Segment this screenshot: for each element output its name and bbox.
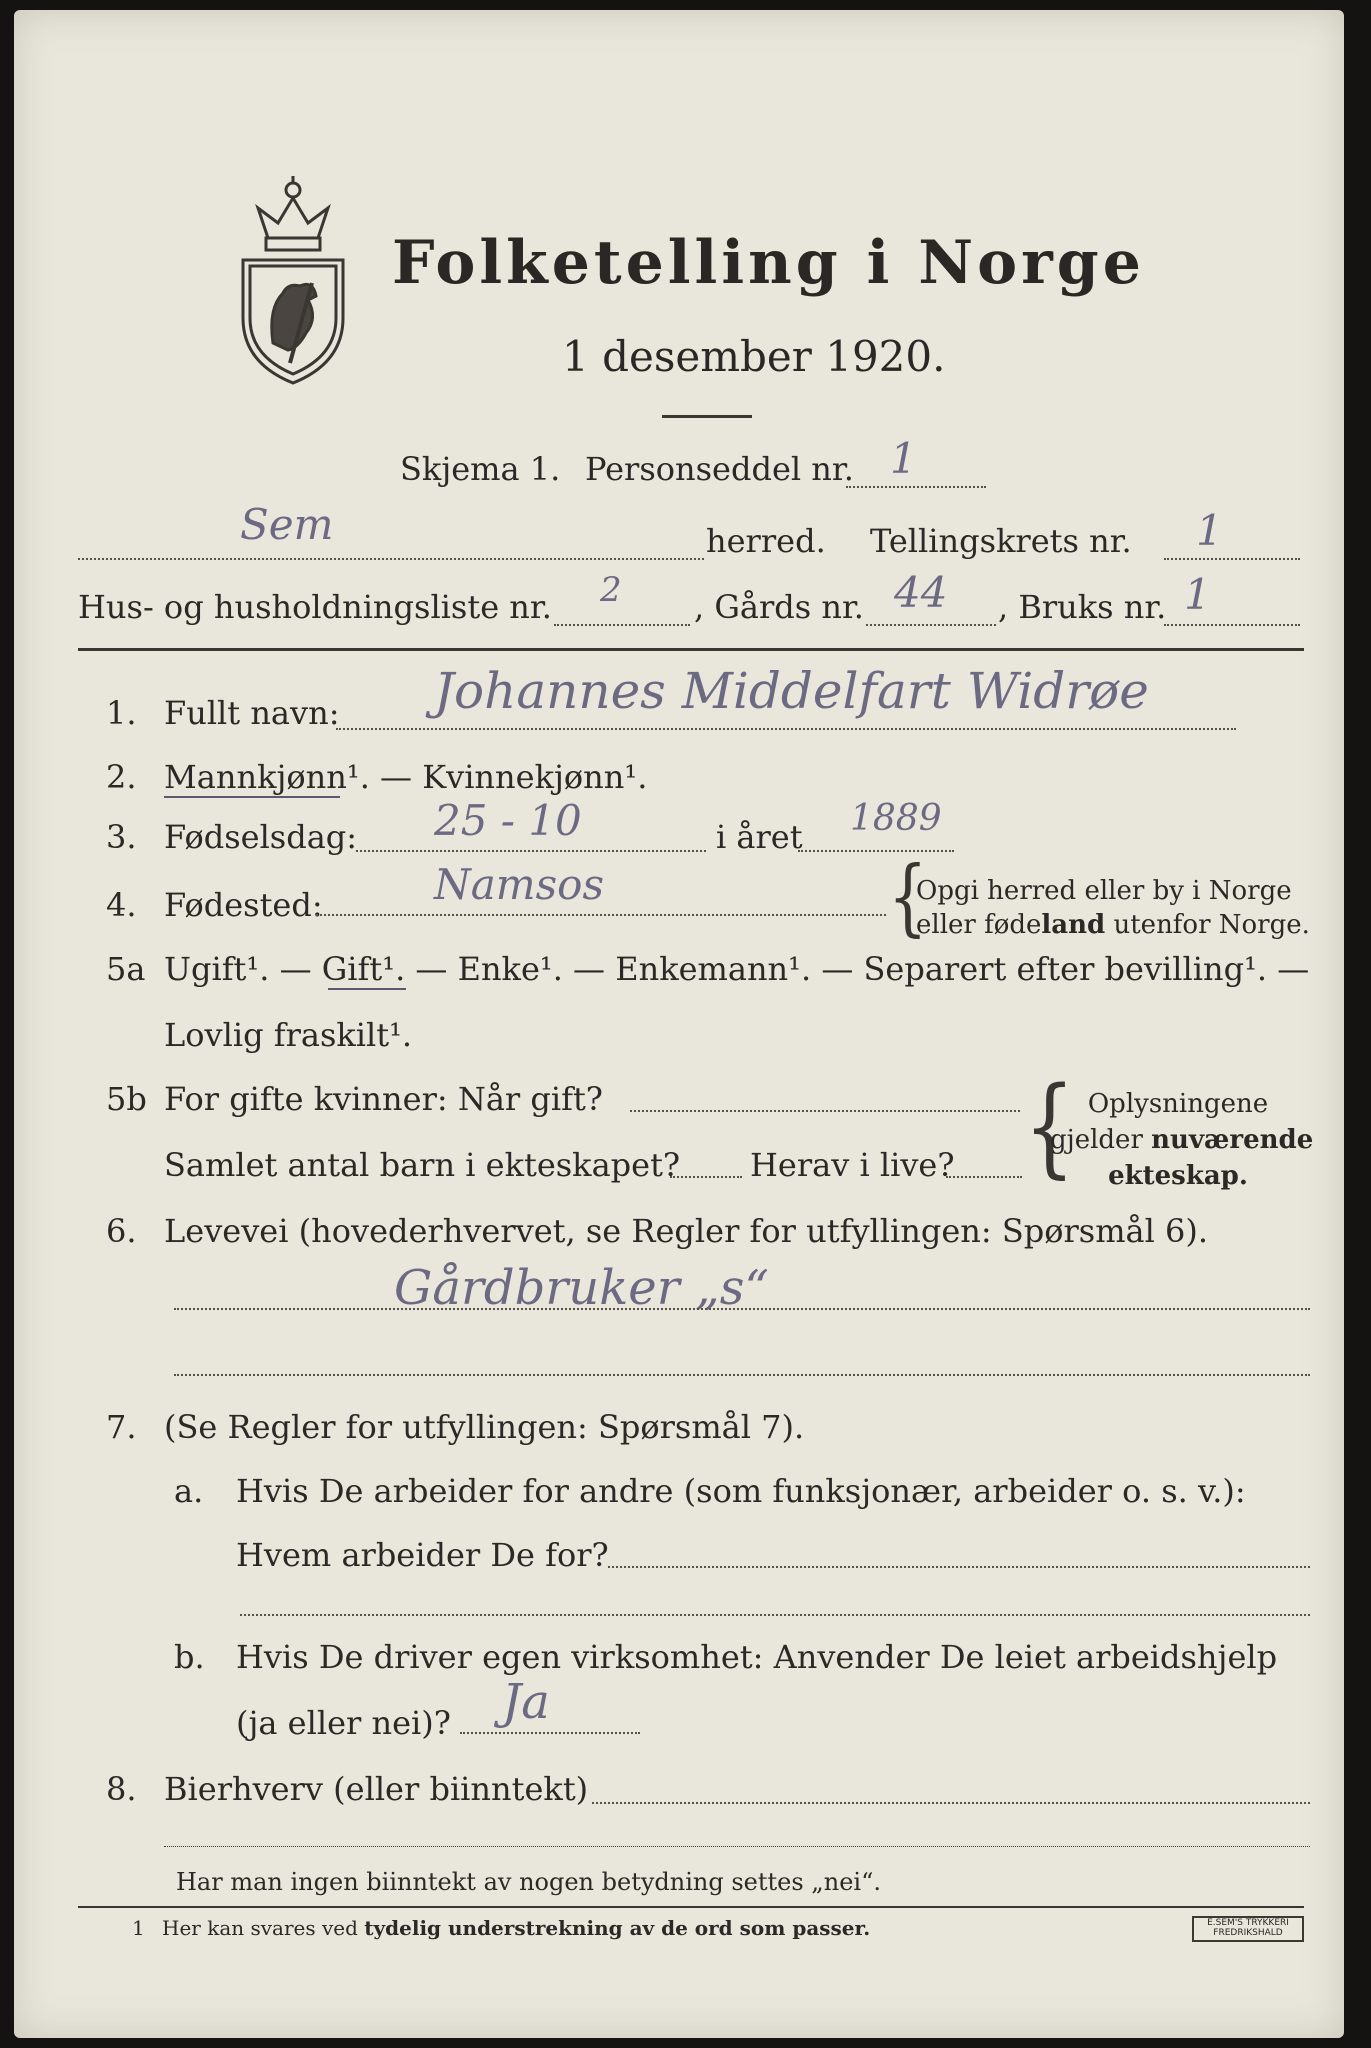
birthdate-value: 25 - 10	[434, 796, 582, 845]
mannkjonn-underline	[164, 796, 340, 798]
tellingskrets-label: Tellingskrets nr.	[870, 522, 1132, 560]
hired-help-value: Ja	[502, 1674, 550, 1730]
children-alive-label: Herav i live?	[750, 1146, 955, 1184]
footnote-number: 1	[132, 1916, 145, 1940]
q7a-letter: a.	[174, 1472, 204, 1510]
title-underline	[662, 415, 752, 418]
herred-value: Sem	[240, 500, 334, 549]
footnote-divider	[78, 1906, 1304, 1908]
q1-number: 1.	[106, 694, 137, 732]
q1-label: Fullt navn:	[164, 694, 340, 732]
footnote-text: Her kan svares ved tydelig understrekning av de ord som passer.	[162, 1916, 871, 1940]
occupation-field-line2[interactable]	[174, 1374, 1310, 1376]
skjema-label: Skjema 1.	[400, 450, 561, 488]
q4-brace: {	[888, 847, 928, 946]
header-divider	[78, 648, 1304, 651]
personseddel-value: 1	[890, 434, 917, 483]
q7a-line2: Hvem arbeider De for?	[236, 1536, 609, 1574]
gift-underline	[328, 988, 406, 990]
coat-of-arms-icon	[228, 168, 358, 388]
marriage-note: Oplysningene gjelder nuværende ekteskap.	[1050, 1089, 1314, 1191]
q4-label: Fødested:	[164, 886, 323, 924]
married-when-field[interactable]	[630, 1110, 1020, 1112]
q6-number: 6.	[106, 1212, 137, 1250]
occupation-value: Gårdbruker „s“	[394, 1260, 769, 1316]
q2-number: 2.	[106, 758, 137, 796]
hired-help-field[interactable]	[460, 1732, 640, 1734]
bruks-value: 1	[1184, 570, 1211, 619]
gards-value: 44	[894, 568, 948, 617]
married-when-label: For gifte kvinner: Når gift?	[164, 1080, 603, 1118]
footnote-main: Har man ingen biinntekt av nogen betydning settes „nei“.	[176, 1868, 881, 1896]
q6-label: Levevei (hovederhvervet, se Regler for utfyllingen: Spørsmål 6).	[164, 1212, 1209, 1250]
q7b-line1: Hvis De driver egen virksomhet: Anvender De leiet arbeidshjelp	[236, 1638, 1278, 1676]
children-alive-field[interactable]	[946, 1176, 1022, 1178]
full-name-field[interactable]	[336, 728, 1236, 730]
q5a-number: 5a	[106, 950, 146, 988]
full-name-value: Johannes Middelfart Widrøe	[434, 662, 1149, 720]
bruks-label: , Bruks nr.	[998, 588, 1167, 626]
personseddel-label: Personseddel nr.	[585, 450, 854, 488]
q7b-letter: b.	[174, 1638, 205, 1676]
side-income-field[interactable]	[592, 1802, 1310, 1804]
occupation-field-line1[interactable]	[174, 1308, 1310, 1310]
birthdate-field[interactable]	[356, 850, 706, 852]
personseddel-field[interactable]	[846, 486, 986, 488]
employer-field-line2[interactable]	[240, 1614, 1310, 1616]
q4-number: 4.	[106, 886, 137, 924]
tellingskrets-value: 1	[1196, 506, 1223, 555]
q5b-number: 5b	[106, 1080, 147, 1118]
marital-status-line2[interactable]: Lovlig fraskilt¹.	[164, 1016, 413, 1054]
herred-label: herred.	[706, 522, 826, 560]
printer-stamp: E.SEM'S TRYKKERI FREDRIKSHALD	[1192, 1916, 1304, 1942]
sex-options[interactable]: Mannkjønn¹. — Kvinnekjønn¹.	[164, 758, 648, 796]
birthyear-value: 1889	[850, 798, 942, 839]
footer-divider	[164, 1846, 1310, 1847]
herred-field[interactable]	[78, 558, 704, 560]
q8-label: Bierhverv (eller biinntekt)	[164, 1770, 589, 1808]
marital-status-options[interactable]: Ugift¹. — Gift¹. — Enke¹. — Enkemann¹. — Separert efter bevilling¹. —	[164, 950, 1310, 988]
q7-number: 7.	[106, 1408, 137, 1446]
q7-label: (Se Regler for utfyllingen: Spørsmål 7).	[164, 1408, 805, 1446]
employer-field[interactable]	[608, 1566, 1310, 1568]
birthyear-field[interactable]	[798, 850, 954, 852]
birthplace-value: Namsos	[434, 860, 605, 909]
census-date: 1 desember 1920.	[562, 332, 946, 381]
birthplace-note: Opgi herred eller by i Norge eller fødeland utenfor Norge.	[916, 876, 1310, 940]
tellingskrets-field[interactable]	[1164, 558, 1300, 560]
q3-number: 3.	[106, 818, 137, 856]
form-title: Folketelling i Norge	[392, 228, 1145, 298]
gards-label: , Gårds nr.	[694, 588, 864, 626]
birthplace-field[interactable]	[316, 914, 886, 916]
husholdningsliste-field[interactable]	[554, 624, 690, 626]
bruks-field[interactable]	[1164, 624, 1300, 626]
q8-number: 8.	[106, 1770, 137, 1808]
husholdningsliste-value: 2	[600, 570, 622, 610]
q7b-line2: (ja eller nei)?	[236, 1704, 451, 1742]
census-form-page	[14, 10, 1344, 2038]
q3-label: Fødselsdag:	[164, 818, 358, 856]
gards-field[interactable]	[866, 624, 996, 626]
children-total-field[interactable]	[670, 1176, 742, 1178]
q5b-brace: {	[1024, 1063, 1075, 1190]
year-label: i året	[716, 818, 803, 856]
husholdningsliste-label: Hus- og husholdningsliste nr.	[78, 588, 552, 626]
q7a-line1: Hvis De arbeider for andre (som funksjonær, arbeider o. s. v.):	[236, 1472, 1246, 1510]
children-total-label: Samlet antal barn i ekteskapet?	[164, 1146, 681, 1184]
